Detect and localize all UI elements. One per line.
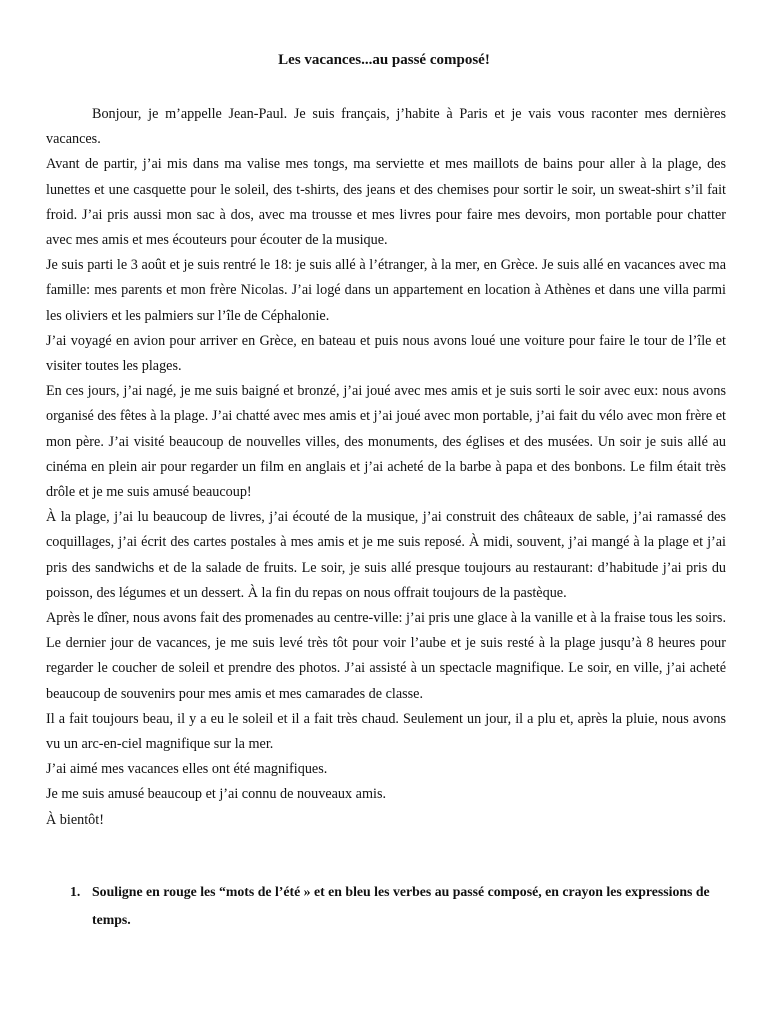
paragraph-activities: En ces jours, j’ai nagé, je me suis baigné et bronzé, j’ai joué avec mes amis et je suis sorti le soir avec eux: nous avons organisé des fêtes à la plage. J’ai chatté avec mes amis et j’ai joué avec mon portable, j’ai fait du vélo avec mon frère et mon père. J’ai visité beaucoup de nouvelles villes, des monuments, des églises et des musées. Un soir je suis allé au cinéma en plein air pour regarder un film en anglais et j’ai acheté de la barbe à papa et des bonbons. Le film était très drôle et je me suis amusé beaucoup! — [46, 383, 726, 501]
paragraph-packing: Avant de partir, j’ai mis dans ma valise mes tongs, ma serviette et mes maillots de bains pour aller à la plage, des lunettes et une casquette pour le soleil, des t-shirts, des jeans et des chemises pour sortir le soir, un sweat-shirt s’il fait froid. J’ai pris aussi mon sac à dos, avec ma trousse et mes livres pour faire mes devoirs, mon portable pour chatter avec mes amis et mes écouteurs pour écouter de la musique. — [46, 156, 726, 249]
paragraph-evenings: Après le dîner, nous avons fait des promenades au centre-ville: j’ai pris une glace à la vanille et à la fraise tous les soirs. Le dernier jour de vacances, je me suis levé très tôt pour voir l’aube et je suis resté à la plage jusqu’à 8 heures pour regarder le coucher de soleil et prendre des photos. J’ai assisté à un spectacle magnifique. Le soir, en ville, j’ai acheté beaucoup de souvenirs pour mes amis et mes camarades de classe. — [46, 610, 726, 702]
paragraph-friends: Je me suis amusé beaucoup et j’ai connu de nouveaux amis. — [46, 786, 387, 803]
exercise-instruction: Souligne en rouge les “mots de l’été » et en bleu les verbes au passé composé, en crayon les expressions de temps. — [92, 884, 710, 927]
exercise-number: 1. — [70, 884, 81, 899]
paragraph-intro: Bonjour, je m’appelle Jean-Paul. Je suis français, j’habite à Paris et je vais vous raconter mes dernières vacances. — [46, 106, 726, 148]
paragraph-signoff: À bientôt! — [46, 811, 104, 828]
paragraph-beach: À la plage, j’ai lu beaucoup de livres, j’ai écouté de la musique, j’ai construit des châteaux de sable, j’ai ramassé des coquillages, j’ai écrit des cartes postales à mes amis et je me suis reposé. À midi, souvent, j’ai mangé à la plage et j’ai pris des sandwichs et de la salade de fruits. Le soir, je suis allé presque toujours au restaurant: d’habitude j’ai pris du poisson, des légumes et un dessert. À la fin du repas on nous offrait toujours de la pastèque. — [46, 509, 726, 601]
document-body — [46, 102, 726, 833]
paragraph-departure: Je suis parti le 3 août et je suis rentré le 18: je suis allé à l’étranger, à la mer, en Grèce. Je suis allé en vacances avec ma famille: mes parents et mon frère Nicolas. J’ai logé dans un appartement en location à Athènes et dans une villa parmi les oliviers et les palmiers sur l’île de Céphalonie. — [46, 257, 726, 324]
paragraph-liked: J’ai aimé mes vacances elles ont été magnifiques. — [46, 761, 328, 778]
exercise-item — [70, 878, 726, 934]
paragraph-weather: Il a fait toujours beau, il y a eu le soleil et il a fait très chaud. Seulement un jour, il a plu et, après la pluie, nous avons vu un arc-en-ciel magnifique sur la mer. — [46, 710, 726, 753]
paragraph-travel: J’ai voyagé en avion pour arriver en Grèce, en bateau et puis nous avons loué une voiture pour faire le tour de l’île et visiter toutes les plages. — [46, 332, 726, 375]
document-title: Les vacances...au passé composé! — [278, 52, 490, 68]
